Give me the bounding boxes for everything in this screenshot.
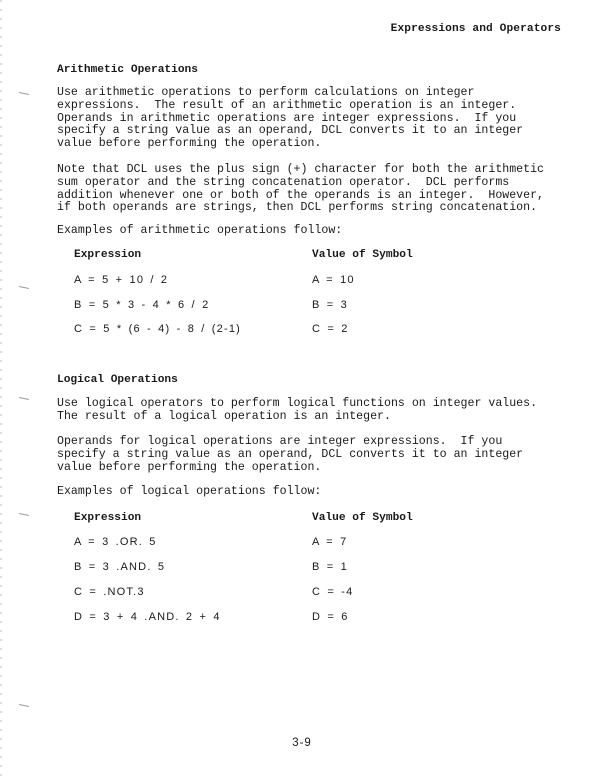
- value-cell: C = 2: [312, 323, 349, 335]
- expression-cell: A = 3 .OR. 5: [74, 536, 157, 548]
- expression-cell: C = .NOT.3: [74, 586, 145, 598]
- table-row: [74, 274, 494, 288]
- scan-mark: [19, 397, 29, 400]
- table-row: [74, 611, 494, 625]
- section-heading-arithmetic: Arithmetic Operations: [57, 64, 198, 76]
- paragraph: Examples of logical operations follow:: [57, 485, 322, 498]
- paragraph: Note that DCL uses the plus sign (+) character for both the arithmetic sum operator and the string concatenation operator. DCL performs addition whenever one or both of the operands is an integer. However, if both operands are strings, then DCL performs string concatenation.: [57, 163, 545, 215]
- scan-mark: [19, 704, 29, 707]
- table-row: [74, 536, 494, 550]
- column-header: Expression: [74, 249, 142, 261]
- value-cell: A = 10: [312, 274, 355, 286]
- table-header: [74, 249, 494, 263]
- expression-cell: B = 3 .AND. 5: [74, 561, 166, 573]
- expression-cell: B = 5 * 3 - 4 * 6 / 2: [74, 299, 210, 311]
- table-row: [74, 299, 494, 313]
- value-cell: B = 3: [312, 299, 348, 311]
- column-header: Value of Symbol: [312, 512, 413, 524]
- paragraph: Operands for logical operations are integer expressions. If you specify a string value as an operand, DCL converts it to an integer value before performing the operation.: [57, 435, 524, 474]
- table-header: [74, 512, 494, 526]
- value-cell: B = 1: [312, 561, 348, 573]
- paragraph: Examples of arithmetic operations follow:: [57, 224, 343, 237]
- expression-cell: D = 3 + 4 .AND. 2 + 4: [74, 611, 221, 623]
- value-cell: C = -4: [312, 586, 354, 598]
- scan-mark: [19, 513, 29, 516]
- scan-edge: [0, 0, 2, 783]
- value-cell: D = 6: [312, 611, 349, 623]
- expression-cell: C = 5 * (6 - 4) - 8 / (2-1): [74, 323, 242, 335]
- running-head: Expressions and Operators: [390, 23, 561, 35]
- paragraph: Use logical operators to perform logical functions on integer values. The result of a logical operation is an integer.: [57, 397, 538, 423]
- table-row: [74, 586, 494, 600]
- section-heading-logical: Logical Operations: [57, 374, 178, 386]
- value-cell: A = 7: [312, 536, 348, 548]
- table-row: [74, 323, 494, 337]
- scan-mark: [19, 286, 29, 289]
- scan-mark: [19, 92, 29, 95]
- column-header: Expression: [74, 512, 142, 524]
- column-header: Value of Symbol: [312, 249, 413, 261]
- page-number: 3-9: [292, 737, 312, 749]
- table-row: [74, 561, 494, 575]
- expression-cell: A = 5 + 10 / 2: [74, 274, 169, 286]
- paragraph: Use arithmetic operations to perform calculations on integer expressions. The result of an arithmetic operation is an integer. Operands in arithmetic operations are integer expressions. If you specify a string value as an operand, DCL converts it to an integer value before performing the operation.: [57, 86, 524, 151]
